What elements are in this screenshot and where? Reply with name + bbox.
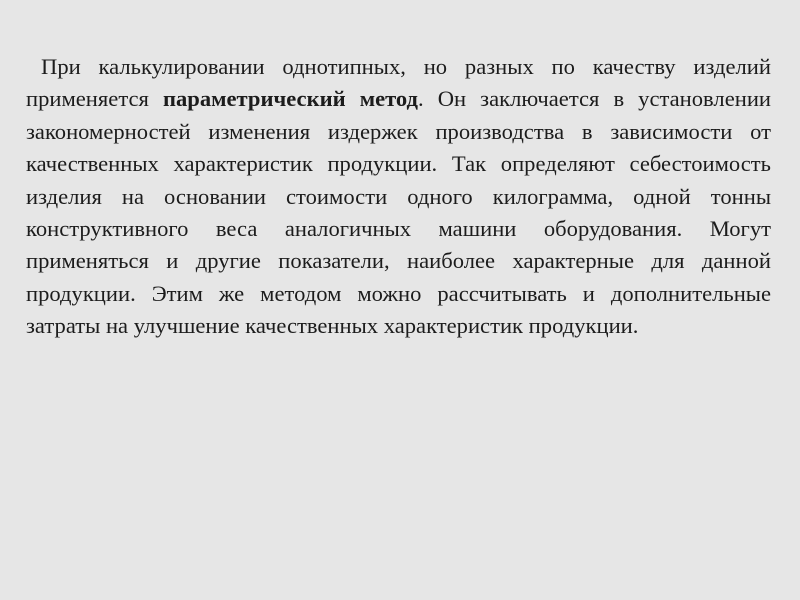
emphasized-term: параметрический метод	[162, 86, 418, 112]
body-paragraph	[26, 51, 771, 343]
paragraph-text-start: При калькулировании однотипных, но разных по качеству изделий применяется	[26, 54, 771, 112]
paragraph-text-end: . Он заключается в установлении закономерностей изменения издержек производства в зависимости от качественных характеристик продукции. Так определяют себестоимость изделия на основании стоимости одного килограмма, одной тонны конструктивного веса аналогичных машини оборудования. Могут применяться и другие показатели, наиболее характерные для данной продукции. Этим же методом можно рассчитывать и дополнительные затраты на улучшение качественных характеристик продукции.	[26, 86, 772, 339]
